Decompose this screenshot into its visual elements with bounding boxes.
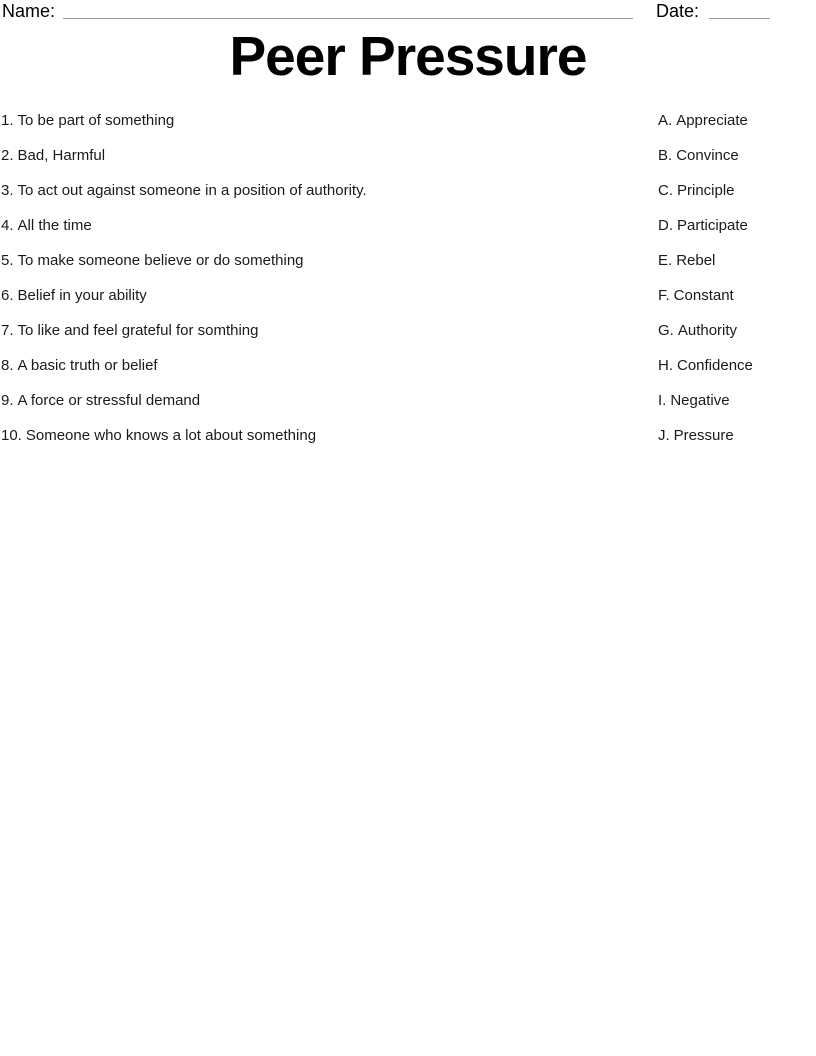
answer-word: Negative	[670, 392, 730, 409]
answer-letter: H.	[658, 357, 673, 374]
answer-letter: B.	[658, 147, 673, 164]
answer-letter: I.	[658, 392, 667, 409]
question-text: To act out against someone in a position of authority.	[17, 182, 367, 199]
question-text: A basic truth or belief	[17, 357, 158, 374]
answer-word: Constant	[673, 287, 734, 304]
question-item	[1, 103, 621, 138]
answer-list	[658, 103, 816, 453]
question-item	[1, 278, 621, 313]
question-item	[1, 348, 621, 383]
answer-letter: C.	[658, 182, 673, 199]
question-text: A force or stressful demand	[17, 392, 201, 409]
question-list	[1, 103, 621, 453]
answer-item	[658, 278, 816, 313]
answer-word: Authority	[677, 322, 738, 339]
worksheet-title: Peer Pressure	[229, 25, 587, 87]
question-number: 8.	[1, 357, 14, 374]
answer-item	[658, 418, 816, 453]
answer-item	[658, 208, 816, 243]
answer-item	[658, 103, 816, 138]
date-label: Date:	[656, 1, 700, 21]
question-text: Belief in your ability	[17, 287, 147, 304]
answer-word: Appreciate	[676, 112, 748, 129]
answer-word: Pressure	[673, 427, 734, 444]
question-item	[1, 313, 621, 348]
answer-word: Principle	[677, 182, 735, 199]
answer-letter: F.	[658, 287, 670, 304]
question-item	[1, 173, 621, 208]
name-label: Name:	[2, 1, 56, 21]
question-item	[1, 138, 621, 173]
question-number: 5.	[1, 252, 14, 269]
question-number: 6.	[1, 287, 14, 304]
date-blank-line	[709, 0, 770, 19]
question-number: 2.	[1, 147, 14, 164]
answer-word: Rebel	[676, 252, 716, 269]
question-number: 4.	[1, 217, 14, 234]
answer-letter: G.	[658, 322, 674, 339]
question-number: 9.	[1, 392, 14, 409]
name-blank-line	[63, 0, 633, 19]
question-number: 3.	[1, 182, 14, 199]
answer-item	[658, 173, 816, 208]
question-number: 1.	[1, 112, 14, 129]
question-text: All the time	[17, 217, 92, 234]
answer-item	[658, 383, 816, 418]
answer-letter: E.	[658, 252, 673, 269]
question-item	[1, 383, 621, 418]
answer-word: Participate	[677, 217, 748, 234]
question-item	[1, 243, 621, 278]
answer-word: Convince	[676, 147, 739, 164]
question-text: To like and feel grateful for somthing	[17, 322, 259, 339]
answer-word: Confidence	[677, 357, 753, 374]
header	[0, 0, 816, 26]
answer-letter: D.	[658, 217, 673, 234]
question-item	[1, 418, 621, 453]
question-number: 7.	[1, 322, 14, 339]
answer-letter: J.	[658, 427, 670, 444]
question-text: To be part of something	[17, 112, 175, 129]
answer-letter: A.	[658, 112, 673, 129]
answer-item	[658, 313, 816, 348]
question-number: 10.	[1, 427, 22, 444]
question-text: To make someone believe or do something	[17, 252, 304, 269]
answer-item	[658, 138, 816, 173]
answer-item	[658, 243, 816, 278]
question-item	[1, 208, 621, 243]
question-text: Someone who knows a lot about something	[25, 427, 317, 444]
question-text: Bad, Harmful	[17, 147, 106, 164]
answer-item	[658, 348, 816, 383]
